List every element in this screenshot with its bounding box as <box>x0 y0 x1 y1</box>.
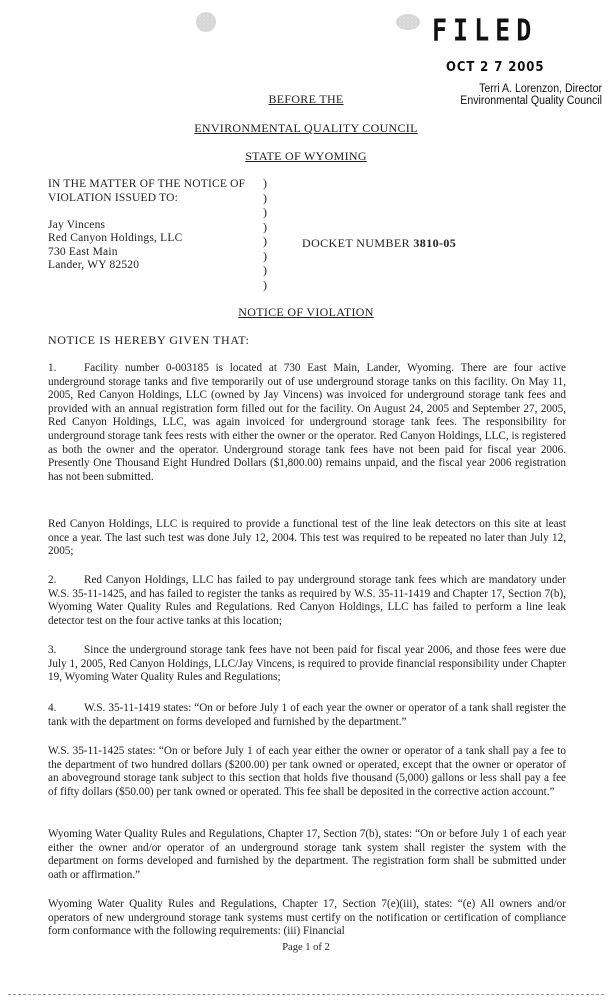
matter-line-2: VIOLATION ISSUED TO: <box>48 191 179 204</box>
paragraph-text: Red Canyon Holdings, LLC has failed to pay underground storage tank fees which are mandatory under W.S. 35-11-1425, and has failed to register the tanks as required by W.S. 35-11-1419 and Chapter 17, Section 7(b), Wyoming Water Quality Rules and Regulations. Red Canyon Holdings, LLC has failed to perform a line leak detector test on the four active tanks at this location; <box>48 574 566 627</box>
scan-smudge <box>396 14 420 30</box>
case-caption <box>48 178 245 273</box>
respondent-company: Red Canyon Holdings, LLC <box>48 232 183 244</box>
paragraph-text: W.S. 35-11-1425 states: “On or before July 1 of each year either the owner or operator of a tank shall pay a fee to the department of two hundred dollars ($200.00) per tank owned or operated, except that the owner or operator of an aboveground storage tank subject to this section that holds five thousand (5,000) gallons or less shall pay a fee of fifty dollars ($50.00) per tank owned or operated. This fee shall be deposited in the corrective action account.” <box>48 745 566 798</box>
scan-smudge <box>196 12 216 32</box>
filed-date: OCT 2 7 2005 <box>446 60 545 75</box>
paragraph-4b <box>48 745 566 799</box>
paragraph-number: 3. <box>48 644 57 656</box>
paren: ) <box>263 219 267 234</box>
heading-state: STATE OF WYOMING <box>245 149 367 163</box>
notice-title: NOTICE OF VIOLATION <box>238 305 374 319</box>
paragraph-number: 2. <box>48 574 57 586</box>
filed-stamp: FILED <box>432 13 538 48</box>
respondent-name: Jay Vincens <box>48 218 106 231</box>
respondent-street: 730 East Main <box>48 245 118 258</box>
paren: ) <box>263 205 267 219</box>
paragraph-number: 4. <box>48 702 57 714</box>
heading-council: ENVIRONMENTAL QUALITY COUNCIL <box>194 121 418 135</box>
paragraph-2 <box>48 574 566 628</box>
notice-given: NOTICE IS HEREBY GIVEN THAT: <box>48 333 250 347</box>
paragraph-4 <box>48 702 566 729</box>
docket-value: 3810-05 <box>413 236 457 250</box>
paragraph-3 <box>48 644 566 685</box>
paren: ) <box>263 248 267 263</box>
paragraph-4c <box>48 828 566 882</box>
paragraph-text: Red Canyon Holdings, LLC is required to provide a functional test of the line leak detectors on this site at least once a year. The last such test was done July 12, 2004. This test was required to be repeated no later than July 12, 2005; <box>48 518 566 558</box>
scan-edge-rule <box>8 994 604 995</box>
paren: ) <box>263 234 267 248</box>
paragraph-4d <box>48 898 566 939</box>
paragraph-text: Facility number 0-003185 is located at 730 East Main, Lander, Wyoming. There are four active underground storage tanks and five temporarily out of use underground storage tanks on this facility. On May 11, 2005, Red Canyon Holdings, LLC (owned by Jay Vincens) was invoiced for underground storage tank fees and provided with an annual registration form filled out for the facility. On August 24, 2005 and September 27, 2005, Red Canyon Holdings, LLC, was again invoiced for underground storage tank fees. The responsibility for underground storage tank fees rests with either the owner or the operator. Red Canyon Holdings, LLC, is registered as both the owner and the operator. Underground storage tank fees have not been paid for fiscal year 2006. Presently One Thousand Eight Hundred Dollars ($1,800.00) remains unpaid, and the fiscal year 2006 registration has not been submitted. <box>48 362 566 483</box>
paragraph-number: 1. <box>48 362 57 374</box>
paragraph-text: Wyoming Water Quality Rules and Regulations, Chapter 17, Section 7(e)(iii), states: “(e) All owners and/or operators of new underground storage tank systems must certify on the notification or certification of compliance form conformance with the following requirements: (iii) Financial <box>48 898 566 938</box>
paren: ) <box>263 190 267 205</box>
paragraph-1 <box>48 362 566 484</box>
page-number: Page 1 of 2 <box>282 942 330 953</box>
paren: ) <box>263 176 267 190</box>
docket-label: DOCKET NUMBER <box>302 236 410 250</box>
paren: ) <box>263 277 267 292</box>
matter-line-1: IN THE MATTER OF THE NOTICE OF <box>48 178 246 190</box>
heading-before: BEFORE THE <box>268 92 344 106</box>
docket-number <box>302 236 456 251</box>
caption-parentheses <box>263 176 267 292</box>
paragraph-1b <box>48 518 566 559</box>
paragraph-text: Wyoming Water Quality Rules and Regulations, Chapter 17, Section 7(b), states: “On or before July 1 of each year either the owner and/or operator of an underground storage tank system shall register the system with the department on forms developed and furnished by the department. The registration form shall be submitted under oath or affirmation.” <box>48 828 566 881</box>
paragraph-text: Since the underground storage tank fees have not been paid for fiscal year 2006, and those fees were due July 1, 2005, Red Canyon Holdings, LLC/Jay Vincens, is required to provide financial responsibility under Chapter 19, Wyoming Water Quality Rules and Regulations; <box>48 644 566 684</box>
signer-office: Environmental Quality Council <box>460 95 602 107</box>
paragraph-text: W.S. 35-11-1419 states: “On or before July 1 of each year the owner or operator of a tank shall register the tank with the department on forms developed and furnished by the department.” <box>48 702 566 728</box>
signer-name: Terri A. Lorenzon, Director <box>479 83 602 95</box>
paren: ) <box>263 263 267 277</box>
respondent-city: Lander, WY 82520 <box>48 259 140 271</box>
